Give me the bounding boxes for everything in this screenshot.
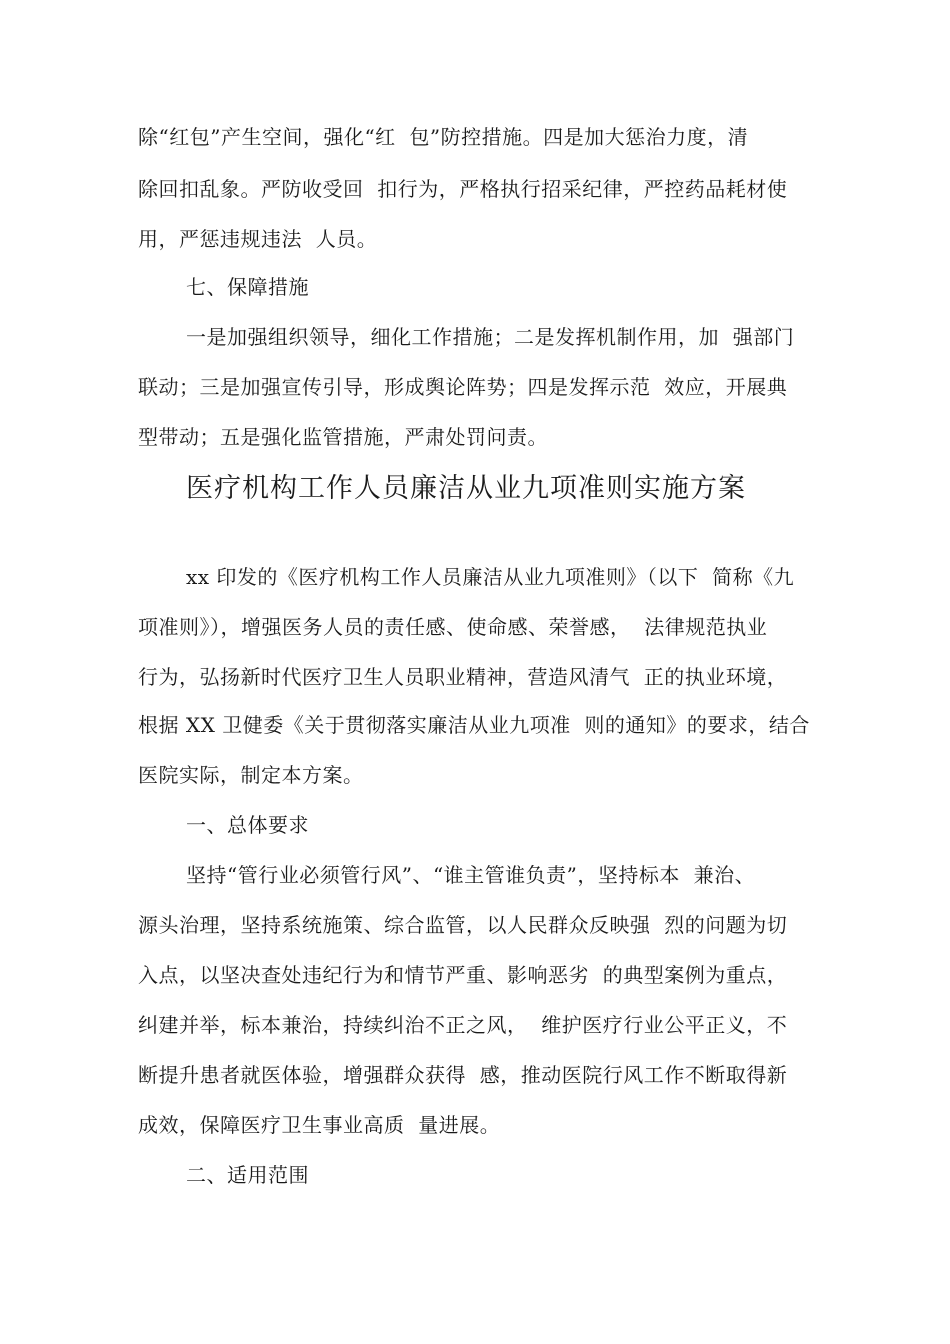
paragraph-line: 除回扣乱象。严防收受回 扣行为，严格执行招采纪律，严控药品耗材使 — [138, 177, 788, 201]
document-title: 医疗机构工作人员廉洁从业九项准则实施方案 — [186, 473, 746, 504]
section-heading: 二、适用范围 — [186, 1163, 309, 1187]
paragraph-line: 成效，保障医疗卫生事业高质 量进展。 — [138, 1113, 501, 1137]
paragraph-line: 断提升患者就医体验，增强群众获得 感，推动医院行风工作不断取得新 — [138, 1063, 788, 1087]
paragraph-line: 医院实际，制定本方案。 — [138, 763, 364, 787]
section-heading: 一、总体要求 — [186, 813, 309, 837]
paragraph-line: 行为，弘扬新时代医疗卫生人员职业精神，营造风清气 正的执业环境， — [138, 665, 788, 689]
paragraph-line: 入点，以坚决查处违纪行为和情节严重、影响恶劣 的典型案例为重点， — [138, 963, 788, 987]
paragraph-line: xx 印发的《医疗机构工作人员廉洁从业九项准则》（以下 简称《九 — [186, 565, 795, 589]
paragraph-line: 除“红包”产生空间，强化“红 包”防控措施。四是加大惩治力度，清 — [138, 125, 749, 149]
paragraph-line: 坚持“管行业必须管行风”、“谁主管谁负责”，坚持标本 兼治、 — [186, 863, 756, 887]
paragraph-line: 联动；三是加强宣传引导，形成舆论阵势；四是发挥示范 效应，开展典 — [138, 375, 788, 399]
paragraph-line: 型带动；五是强化监管措施，严肃处罚问责。 — [138, 425, 548, 449]
paragraph-line: 项准则》），增强医务人员的责任感、使命感、荣誉感， 法律规范执业 — [138, 615, 768, 639]
paragraph-line: 用，严惩违规违法 人员。 — [138, 227, 378, 251]
section-heading: 七、保障措施 — [186, 275, 309, 299]
paragraph-line: 根据 XX 卫健委《关于贯彻落实廉洁从业九项准 则的通知》的要求，结合 — [138, 713, 810, 737]
paragraph-line: 源头治理，坚持系统施策、综合监管，以人民群众反映强 烈的问题为切 — [138, 913, 788, 937]
paragraph-line: 一是加强组织领导，细化工作措施；二是发挥机制作用，加 强部门 — [186, 325, 795, 349]
paragraph-line: 纠建并举，标本兼治，持续纠治不正之风， 维护医疗行业公平正义，不 — [138, 1013, 788, 1037]
